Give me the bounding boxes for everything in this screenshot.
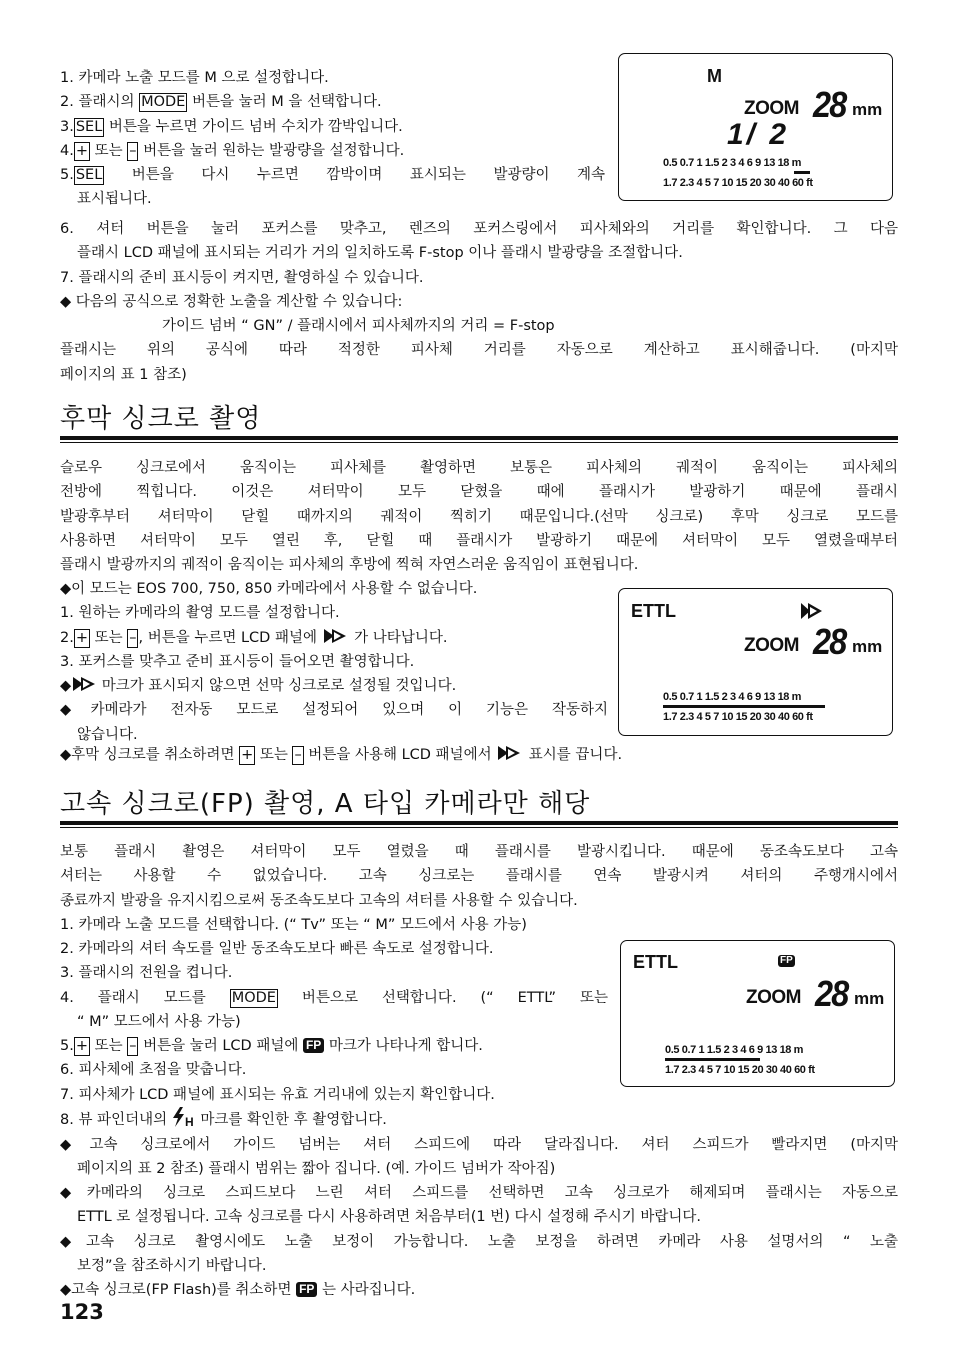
fp-note-slow-cont: ETTL 로 설정됩니다. 고속 싱크로를 다시 사용하려면 처음부터(1 번) 다시 설정해 주시기 바랍니다. bbox=[77, 1209, 702, 1226]
fp-badge-icon: FP bbox=[296, 1282, 317, 1297]
step-5-cont: 표시됩니다. bbox=[77, 191, 152, 208]
svg-text:H: H bbox=[184, 1115, 194, 1128]
fp-step-4-cont: “ M” 모드에서 사용 가능) bbox=[77, 1013, 241, 1030]
fp-step-5: 5. + 또는 – 버튼을 눌러 LCD 패널에 FP 마크가 나타나게 합니다. bbox=[60, 1038, 483, 1055]
section-title-rear-curtain: 후막 싱크로 촬영 bbox=[60, 404, 262, 434]
lcd-scale-feet: 1.7 2.3 4 5 7 10 15 20 30 40 60 ft bbox=[663, 711, 813, 723]
section-fp-steps-full bbox=[60, 1083, 898, 1303]
paragraph-auto-distance-cont: 페이지의 표 1 참조) bbox=[60, 366, 187, 383]
step-2: 2. 플래시의 MODE 버튼을 눌러 M 을 선택합니다. bbox=[60, 94, 382, 111]
step-3: 3. SEL 버튼을 누르면 가이드 넘버 수치가 깜박입니다. bbox=[60, 118, 403, 135]
mode-button-label: MODE bbox=[141, 94, 186, 111]
fp-paragraph-1: 보통 플래시 촬영은 셔터막이 모두 열렸을 때 플래시를 발광시킵니다. 때문에 동조속도보다 고속 bbox=[60, 844, 898, 860]
section-rear-text bbox=[60, 456, 898, 577]
plus-button-label: + bbox=[75, 629, 88, 646]
fp-badge-icon: FP bbox=[303, 1038, 324, 1053]
formula-note: ◆ 다음의 공식으로 정확한 노출을 계산할 수 있습니다: bbox=[60, 293, 403, 310]
lcd-zoom-value: 28 bbox=[813, 84, 846, 125]
lcd-mode: ETTL bbox=[633, 952, 678, 972]
step-6: 6. 셔터 버튼을 눌러 포커스를 맞추고, 렌즈의 포커스링에서 피사체와의 거리를 확인합니다. 그 다음 bbox=[60, 221, 898, 237]
sel-button-label: SEL bbox=[75, 118, 103, 135]
rear-curtain-icon bbox=[800, 602, 824, 620]
rear-note-cancel: ◆후막 싱크로를 취소하려면 + 또는 – 버튼을 사용해 LCD 패널에서 표시를 끕니다. bbox=[60, 743, 898, 767]
fp-step-3: 3. 플래시의 전원을 켭니다. bbox=[60, 965, 233, 982]
rear-paragraph-4: 사용하면 셔터막이 모두 열린 후, 닫힐 때 플래시가 발광하기 때문에 셔터막이 모두 열렸을때부터 bbox=[60, 532, 898, 549]
lcd-range-bar bbox=[665, 1058, 885, 1061]
lcd-zoom-label: ZOOM bbox=[746, 987, 801, 1008]
fp-step-4: 4. 플래시 모드를 MODE 버튼으로 선택합니다. (“ ETTL” 또는 bbox=[60, 989, 608, 1006]
fp-paragraph-2: 셔터는 사용할 수 없었습니다. 고속 싱크로는 플래시를 연속 발광시켜 셔터의 주행개시에서 bbox=[60, 868, 898, 885]
lcd-zoom-unit: mm bbox=[854, 989, 885, 1008]
lcd-scale-meters: 0.5 0.7 1 1.5 2 3 4 6 9 13 18 m bbox=[665, 1044, 804, 1056]
lcd-range-bar bbox=[663, 705, 883, 708]
lcd-zoom-value: 28 bbox=[813, 621, 846, 662]
step-1: 1. 카메라 노출 모드를 M 으로 설정합니다. bbox=[60, 70, 329, 86]
fp-note-guide: ◆고속 싱크로에서 가이드 넘버는 셔터 스피드에 따라 달라집니다. 셔터 스피드가 빨라지면 (마지막 bbox=[60, 1136, 898, 1153]
heading-rule bbox=[60, 821, 898, 825]
rear-paragraph-1: 슬로우 싱크로에서 움직이는 피사체를 촬영하면 보통은 피사체의 궤적이 움직이는 피사체의 bbox=[60, 460, 898, 476]
minus-button-label: – bbox=[129, 629, 137, 646]
minus-button-label: – bbox=[294, 747, 302, 763]
rear-cancel-line bbox=[60, 743, 898, 767]
lcd-mode: ETTL bbox=[631, 601, 676, 621]
plus-button-label: + bbox=[241, 747, 254, 763]
rear-note-mark: ◆ 마크가 표시되지 않으면 선막 싱크로로 설정될 것입니다. bbox=[60, 674, 608, 698]
rear-note-auto-cont: 않습니다. bbox=[77, 726, 138, 743]
step-7: 7. 플래시의 준비 표시등이 켜지면, 촬영하실 수 있습니다. bbox=[60, 269, 424, 286]
lcd-scale-feet: 1.7 2.3 4 5 7 10 15 20 30 40 60 ft bbox=[665, 1064, 815, 1076]
lcd-panel-fp bbox=[620, 940, 895, 1087]
formula: 가이드 넘버 “ GN” / 플래시에서 피사체까지의 거리 = F-stop bbox=[162, 318, 555, 335]
lcd-panel-manual bbox=[618, 53, 893, 201]
rear-step-2: 2. + 또는 – , 버튼을 누르면 LCD 패널에 가 나타납니다. bbox=[60, 626, 608, 650]
section-rear-steps bbox=[60, 577, 608, 747]
section-fp-text bbox=[60, 840, 898, 937]
lcd-scale-meters: 0.5 0.7 1 1.5 2 3 4 6 9 13 18 m bbox=[663, 157, 802, 169]
step-4: 4. + 또는 – 버튼을 눌러 원하는 발광량을 설정합니다. bbox=[60, 142, 405, 159]
plus-button-label: + bbox=[75, 142, 88, 159]
fp-step-1: 1. 카메라 노출 모드를 선택합니다. (“ Tv” 또는 “ M” 모드에서 사용 가능) bbox=[60, 916, 527, 933]
lcd-zoom-unit: mm bbox=[852, 100, 883, 119]
rear-paragraph-5: 플래시 발광까지의 궤적이 움직이는 피사체의 후방에 찍혀 자연스러운 움직임이 표현됩니다. bbox=[60, 557, 639, 574]
step-5: 5. SEL 버튼을 다시 누르면 깜박이며 표시되는 발광량이 계속 bbox=[60, 167, 605, 184]
lcd-zoom-label: ZOOM bbox=[744, 98, 799, 119]
fp-step-8: 8. 뷰 파인더내의 H 마크를 확인한 후 촬영합니다. bbox=[60, 1107, 898, 1132]
lcd-power-level: 1/ 2 bbox=[727, 118, 790, 151]
lcd-mode: M bbox=[707, 66, 722, 86]
sel-button-label: SEL bbox=[75, 167, 103, 184]
rear-paragraph-2: 전방에 찍힙니다. 이것은 셔터막이 모두 닫혔을 때에 플래시가 발광하기 때문에 플래시 bbox=[60, 484, 898, 501]
minus-button-label: – bbox=[129, 1038, 137, 1055]
lcd-scale-meters: 0.5 0.7 1 1.5 2 3 4 6 9 13 18 m bbox=[663, 691, 802, 703]
minus-button-label: – bbox=[129, 142, 137, 159]
fp-note-guide-cont: 페이지의 표 2 참조) 플래시 범위는 짧아 집니다. (예. 가이드 넘버가 작아짐) bbox=[77, 1160, 556, 1177]
rear-step-1: 1. 원하는 카메라의 촬영 모드를 설정합니다. bbox=[60, 605, 340, 622]
rear-note-eos: ◆이 모드는 EOS 700, 750, 850 카메라에서 사용할 수 없습니다. bbox=[60, 581, 478, 597]
heading-rule bbox=[60, 436, 898, 440]
section-title-high-speed: 고속 싱크로(FP) 촬영, A 타입 카메라만 해당 bbox=[60, 789, 591, 819]
fp-note-slow: ◆카메라의 싱크로 스피드보다 느린 셔터 스피드를 선택하면 고속 싱크로가 해제되며 플래시는 자동으로 bbox=[60, 1185, 898, 1202]
step-6-cont: 플래시 LCD 패널에 표시되는 거리가 거의 일치하도록 F-stop 이나 플래시 발광량을 조절합니다. bbox=[77, 245, 683, 262]
heading-rule-thin bbox=[60, 442, 898, 443]
fp-note-cancel: ◆고속 싱크로(FP Flash)를 취소하면 FP 는 사라집니다. bbox=[60, 1282, 416, 1299]
fp-step-6: 6. 피사체에 초점을 맞춥니다. bbox=[60, 1062, 247, 1079]
lcd-zoom-value: 28 bbox=[815, 973, 848, 1014]
fp-note-compensation-cont: 보정”을 참조하시기 바랍니다. bbox=[77, 1258, 267, 1275]
section-manual-text bbox=[60, 66, 605, 212]
fp-step-7: 7. 피사체가 LCD 패널에 표시되는 유효 거리내에 있는지 확인합니다. bbox=[60, 1087, 495, 1103]
flash-h-icon bbox=[172, 1107, 196, 1127]
lcd-scale-feet: 1.7 2.3 4 5 7 10 15 20 30 40 60 ft bbox=[663, 177, 813, 189]
fp-badge-icon: FP bbox=[780, 955, 793, 966]
lcd-zoom-unit: mm bbox=[852, 637, 883, 656]
fp-note-compensation: ◆고속 싱크로 촬영시에도 노출 보정이 가능합니다. 노출 보정을 하려면 카메라 사용 설명서의 “ 노출 bbox=[60, 1233, 898, 1250]
lcd-range-bar bbox=[663, 171, 883, 174]
fp-paragraph-3: 종료까지 발광을 유지시킴으로써 동조속도보다 고속의 셔터를 사용할 수 있습니다. bbox=[60, 892, 578, 909]
plus-button-label: + bbox=[75, 1038, 88, 1055]
rear-note-auto: ◆카메라가 전자동 모드로 설정되어 있으며 이 기능은 작동하지 bbox=[60, 702, 608, 719]
mode-button-label: MODE bbox=[231, 989, 276, 1006]
rear-curtain-icon bbox=[496, 744, 524, 762]
fp-step-2: 2. 카메라의 셔터 속도를 일반 동조속도보다 빠른 속도로 설정합니다. bbox=[60, 941, 494, 957]
page-number: 123 bbox=[60, 1300, 104, 1324]
rear-curtain-icon bbox=[322, 627, 350, 645]
rear-paragraph-3: 발광후부터 셔터막이 닫힐 때까지의 궤적이 찍히기 때문입니다.(선막 싱크로) 후막 싱크로 모드를 bbox=[60, 508, 898, 525]
heading-rule-thin bbox=[60, 827, 898, 828]
section-manual-text-full bbox=[60, 217, 898, 387]
paragraph-auto-distance: 플래시는 위의 공식에 따라 적정한 피사체 거리를 자동으로 계산하고 표시해줍니다. (마지막 bbox=[60, 342, 898, 359]
lcd-zoom-label: ZOOM bbox=[744, 635, 799, 656]
section-fp-steps bbox=[60, 937, 608, 1083]
lcd-panel-rear-curtain bbox=[618, 588, 893, 736]
rear-step-3: 3. 포커스를 맞추고 준비 표시등이 들어오면 촬영합니다. bbox=[60, 653, 415, 670]
rear-curtain-icon bbox=[71, 675, 97, 693]
